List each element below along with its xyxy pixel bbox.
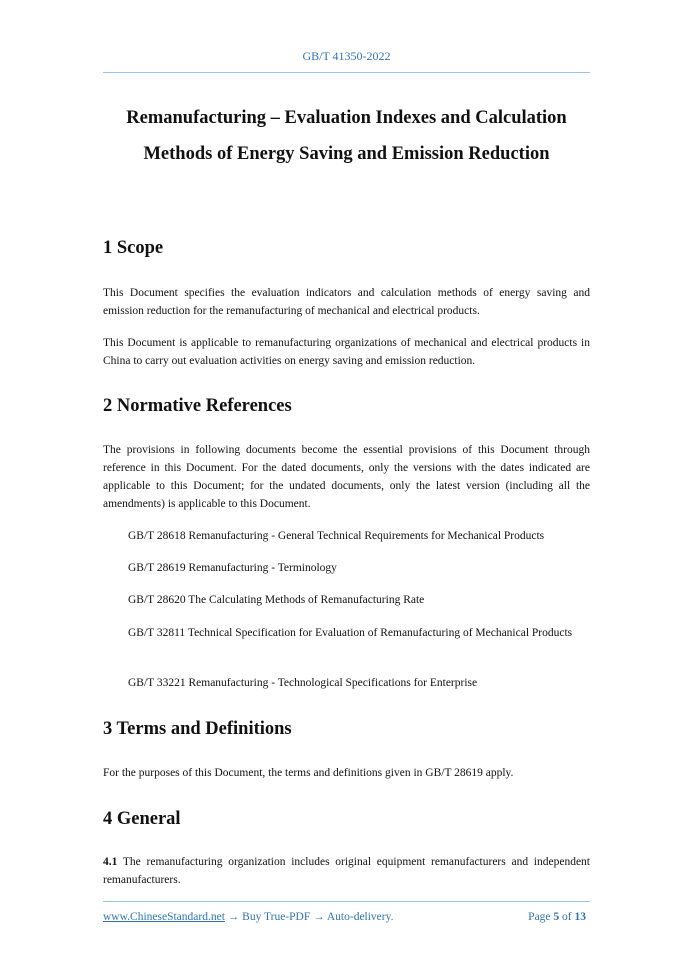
arrow-right-icon: → xyxy=(313,911,325,923)
auto-delivery-text: Auto-delivery. xyxy=(326,911,394,923)
document-code-header: GB/T 41350-2022 xyxy=(302,49,391,63)
page-footer xyxy=(103,911,590,923)
reference-item: GB/T 33221 Remanufacturing - Technological Specifications for Enterprise xyxy=(128,677,478,689)
title-line-2: Methods of Energy Saving and Emission Reduction xyxy=(143,144,550,164)
page-total: 13 xyxy=(574,911,586,923)
header-divider xyxy=(103,72,590,73)
clause-text: The remanufacturing organization includes original equipment remanufacturers and independent remanufacturers. xyxy=(103,856,591,886)
section-heading-normative-references: 2 Normative References xyxy=(103,396,292,416)
page-current: 5 xyxy=(553,911,560,923)
reference-item: GB/T 28618 Remanufacturing - General Technical Requirements for Mechanical Products xyxy=(128,530,545,542)
page-number xyxy=(528,911,586,923)
normative-references-paragraph: The provisions in following documents become the essential provisions of this Document through reference in this Document. For the dated documents, only the versions with the dates indicated are applicable to this Document; for the undated documents, only the latest version (including all the amendments) is applicable to this Document. xyxy=(103,444,590,510)
reference-item: GB/T 28620 The Calculating Methods of Remanufacturing Rate xyxy=(128,594,425,606)
reference-item: GB/T 32811 Technical Specification for Evaluation of Remanufacturing of Mechanical Products xyxy=(128,627,573,639)
scope-paragraph-1: This Document specifies the evaluation indicators and calculation methods of energy saving and emission reduction for the remanufacturing of mechanical and electrical products. xyxy=(103,287,590,317)
document-title xyxy=(103,100,590,172)
reference-item: GB/T 28619 Remanufacturing - Terminology xyxy=(128,562,337,574)
chinesestandard-link[interactable]: www.ChineseStandard.net xyxy=(103,911,225,923)
arrow-right-icon: → xyxy=(227,911,240,923)
buy-true-pdf-text: Buy True-PDF xyxy=(242,911,311,923)
clause-number: 4.1 xyxy=(103,856,118,868)
clause-4-1-paragraph xyxy=(103,853,590,889)
section-heading-scope: 1 Scope xyxy=(103,238,164,258)
scope-paragraph-2: This Document is applicable to remanufacturing organizations of mechanical and electrical products in China to carry out evaluation activities on energy saving and emission reduction. xyxy=(103,337,590,367)
section-heading-general: 4 General xyxy=(103,809,181,829)
footer-divider xyxy=(103,901,590,902)
terms-paragraph: For the purposes of this Document, the terms and definitions given in GB/T 28619 apply. xyxy=(103,767,514,779)
page-label: Page xyxy=(528,911,551,923)
title-line-1: Remanufacturing – Evaluation Indexes and Calculation xyxy=(126,108,567,128)
page-of: of xyxy=(562,911,572,923)
section-heading-terms-and-definitions: 3 Terms and Definitions xyxy=(103,719,292,739)
